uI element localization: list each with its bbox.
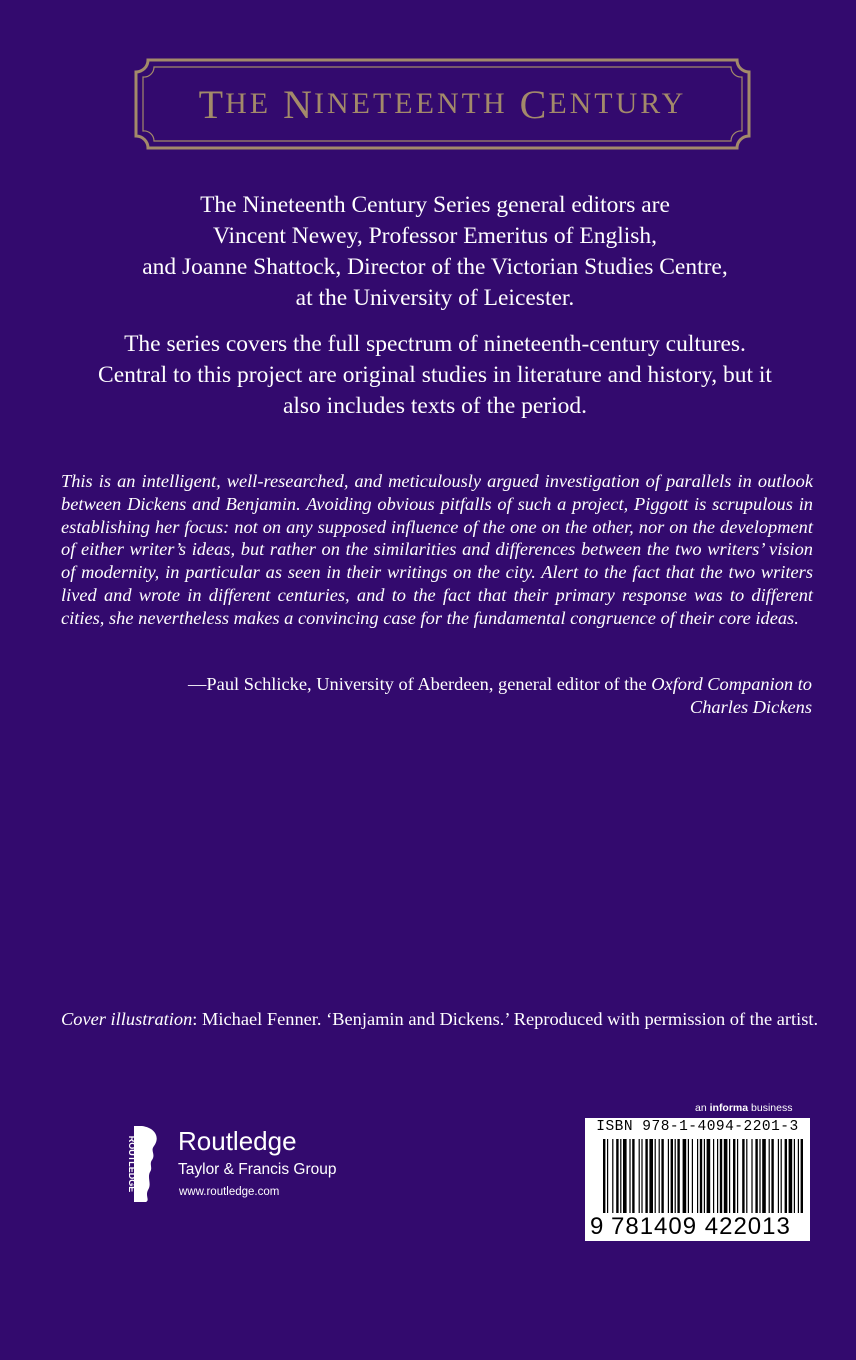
barcode-bar	[607, 1139, 608, 1213]
barcode-bar	[707, 1139, 711, 1213]
barcode-bar	[645, 1139, 647, 1213]
barcode-bar	[661, 1139, 663, 1213]
editors-line: and Joanne Shattock, Director of the Victorian Studies Centre,	[142, 254, 728, 280]
cover-illustration-credit: Cover illustration: Michael Fenner. ‘Benjamin and Dickens.’ Reproduced with permission of the artist.	[61, 1009, 819, 1029]
barcode-bar	[620, 1139, 621, 1213]
barcode-bar	[629, 1139, 630, 1213]
barcode-bar	[794, 1139, 795, 1213]
review-attribution: —Paul Schlicke, University of Aberdeen, general editor of the Oxford Companion to Charles Dickens	[188, 674, 812, 717]
isbn-label: ISBN 978-1-4094-2201-3	[596, 1119, 799, 1135]
barcode-bar	[781, 1139, 782, 1213]
publisher-group: Taylor & Francis Group	[178, 1161, 337, 1178]
series-desc-line: also includes texts of the period.	[282, 393, 588, 419]
barcode-bar	[671, 1139, 673, 1213]
barcode-bar	[697, 1139, 698, 1213]
routledge-profile-icon	[120, 1124, 164, 1204]
publisher-url: www.routledge.com	[179, 1186, 280, 1198]
barcode-bar	[700, 1139, 702, 1213]
barcode-bar	[746, 1139, 747, 1213]
barcode-bar	[755, 1139, 757, 1213]
publisher-name: Routledge	[178, 1126, 297, 1156]
barcode-bar	[675, 1139, 676, 1213]
review-text: This is an intelligent, well-researched, and meticulously argued investigation of parallels in outlook between Dickens and Benjamin. Avoiding obvious pitfalls of such a project, Piggott is scrupulous in establishing her focus: not on any supposed influence of the one on the other, nor on the development of either writer’s ideas, but rather on the similarities and differences between the two writers’ vision of modernity, in particular as seen in their writings on the city. Alert to the fact that the two writers lived and wrote in different centuries, and to the fact that their primary response was to different cities, she nevertheless makes a convincing case for the fundamental congruence of their core ideas.	[61, 471, 813, 628]
barcode-bar	[724, 1139, 728, 1213]
barcode-bar	[742, 1139, 744, 1213]
barcode-bar	[677, 1139, 679, 1213]
barcode-bar	[737, 1139, 738, 1213]
barcode-bar	[769, 1139, 770, 1213]
barcode-bar	[751, 1139, 752, 1213]
barcode-bar	[789, 1139, 793, 1213]
barcode-bar	[603, 1139, 605, 1213]
barcode-bar	[771, 1139, 773, 1213]
barcode-bar	[692, 1139, 693, 1213]
barcode-bar	[668, 1139, 669, 1213]
informa-tagline: an informa business	[695, 1102, 793, 1114]
barcode-bar	[762, 1139, 766, 1213]
barcode-bar	[798, 1139, 799, 1213]
series-desc-line: Central to this project are original studies in literature and history, but it	[98, 362, 772, 388]
review-quote	[61, 470, 813, 630]
barcode-bar	[785, 1139, 787, 1213]
barcode-bar	[778, 1139, 779, 1213]
series-title: T HE N INETEENTH C ENTURY	[198, 81, 687, 127]
publisher-logo	[120, 1120, 380, 1210]
barcode-bar	[733, 1139, 735, 1213]
barcode-bar	[639, 1139, 640, 1213]
barcode-bar	[612, 1139, 613, 1213]
series-editors-block	[60, 190, 810, 422]
barcode-bar	[801, 1139, 803, 1213]
barcode-bar	[655, 1139, 656, 1213]
barcode-bar	[659, 1139, 660, 1213]
barcode-bar	[649, 1139, 653, 1213]
barcode-bar	[688, 1139, 689, 1213]
editors-line: at the University of Leicester.	[295, 285, 575, 311]
barcode-bar	[632, 1139, 634, 1213]
barcode-bar	[616, 1139, 618, 1213]
editors-line: The Nineteenth Century Series general editors are	[200, 192, 670, 218]
series-banner	[134, 58, 751, 150]
barcode-bar	[683, 1139, 687, 1213]
barcode-bar	[704, 1139, 705, 1213]
barcode-bar	[717, 1139, 718, 1213]
barcode-bar	[713, 1139, 714, 1213]
barcode-bars-icon	[589, 1139, 806, 1219]
barcode-bar	[759, 1139, 760, 1213]
editors-line: Vincent Newey, Professor Emeritus of English,	[212, 223, 658, 249]
isbn-barcode: ISBN 978-1-4094-2201-3 9 781409 422013	[585, 1118, 810, 1241]
barcode-bar	[729, 1139, 730, 1213]
barcode-bar	[623, 1139, 627, 1213]
barcode-bar	[641, 1139, 642, 1213]
series-desc-line: The series covers the full spectrum of nineteenth-century cultures.	[124, 331, 746, 357]
barcode-bar	[720, 1139, 722, 1213]
logo-vertical-text: ROUTLEDGE	[127, 1135, 137, 1193]
